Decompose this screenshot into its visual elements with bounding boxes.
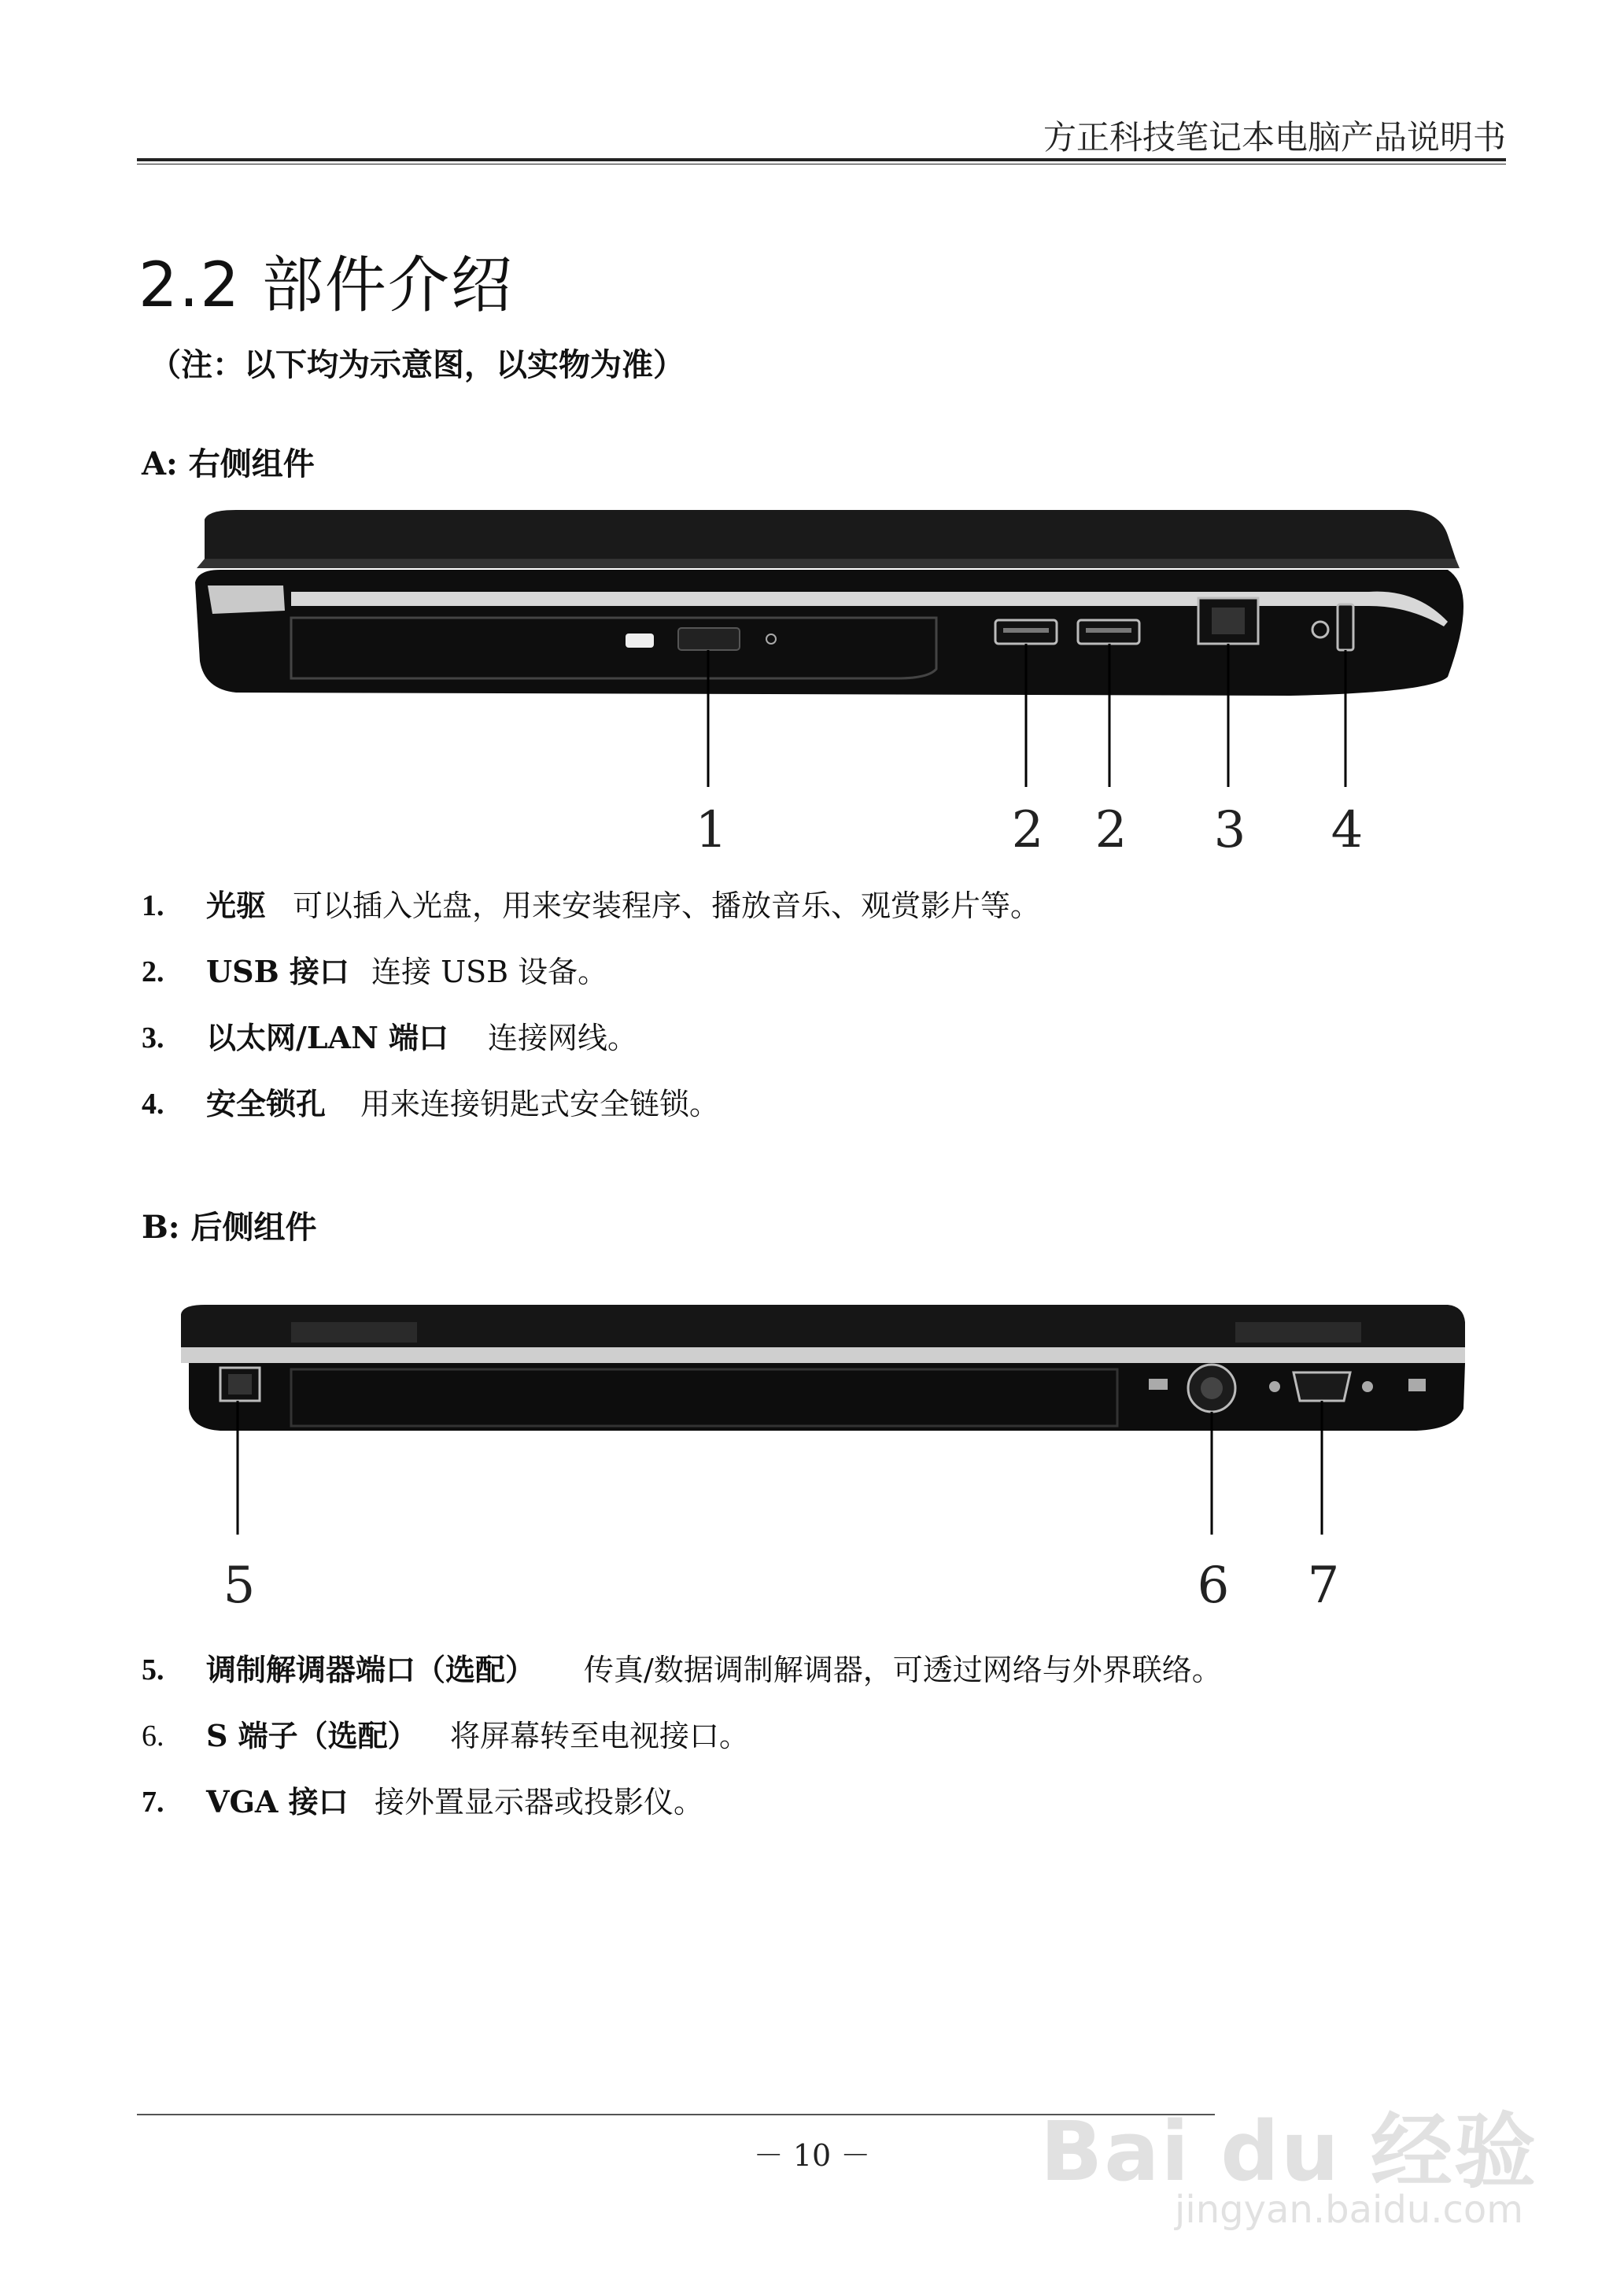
item-number: 3. [142,1021,164,1055]
section-note: （注：以下均为示意图，以实物为准） [149,346,685,383]
baidu-watermark-logo: Bai du 经验 [1040,2104,1537,2200]
item-desc: 传真/数据调制解调器，可透过网络与外界联络。 [584,1653,1222,1687]
lan-port-icon [1198,598,1258,644]
subhead-right-side: A: 右侧组件 [142,445,315,482]
item-number: 6. [142,1720,164,1753]
laptop-rear-side-image [173,1291,1495,1621]
item-number: 7. [142,1786,164,1819]
baidu-watermark-url: jingyan.baidu.com [1175,2188,1523,2232]
item-label: 安全锁孔 [206,1086,327,1121]
callout-1: 1 [695,801,728,858]
callout-7: 7 [1307,1557,1340,1615]
item-label: 以太网/LAN 端口 [206,1020,449,1055]
header-title: 方正科技笔记本电脑产品说明书 [1043,118,1506,157]
header-rule [137,158,1506,164]
page-number: － 10 － [753,2138,871,2173]
callout-5: 5 [223,1557,256,1615]
item-label: 调制解调器端口（选配） [206,1652,536,1687]
item-number: 1. [142,889,164,922]
callout-6: 6 [1197,1557,1230,1615]
item-label: VGA 接口 [206,1784,349,1819]
item-number: 2. [142,955,164,988]
callout-2b: 2 [1094,801,1128,858]
section-heading: 2.2 部件介绍 [138,250,514,321]
item-label: 光驱 [206,888,267,923]
subhead-rear-side: B: 后侧组件 [142,1209,317,1246]
item-desc: 用来连接钥匙式安全链锁。 [360,1087,720,1121]
item-desc: 可以插入光盘，用来安装程序、播放音乐、观赏影片等。 [293,888,1041,923]
item-label: USB 接口 [206,954,349,989]
drive-eject-button [678,628,740,650]
item-desc: 连接 USB 设备。 [371,955,608,989]
item-desc: 连接网线。 [488,1021,638,1055]
callout-2a: 2 [1011,801,1044,858]
usb-port-icon [1078,620,1139,644]
drive-led [626,634,654,648]
laptop-right-side-image [189,504,1479,858]
item-label: S 端子（选配） [206,1718,418,1753]
callout-4: 4 [1331,801,1364,858]
callout-3: 3 [1213,801,1246,858]
item-number: 4. [142,1088,164,1121]
usb-port-icon [995,620,1057,644]
item-desc: 将屏幕转至电视接口。 [450,1719,750,1753]
modem-port-icon [220,1368,260,1401]
s-video-port-icon [1188,1365,1235,1412]
item-number: 5. [142,1653,164,1686]
item-desc: 接外置显示器或投影仪。 [375,1785,704,1819]
